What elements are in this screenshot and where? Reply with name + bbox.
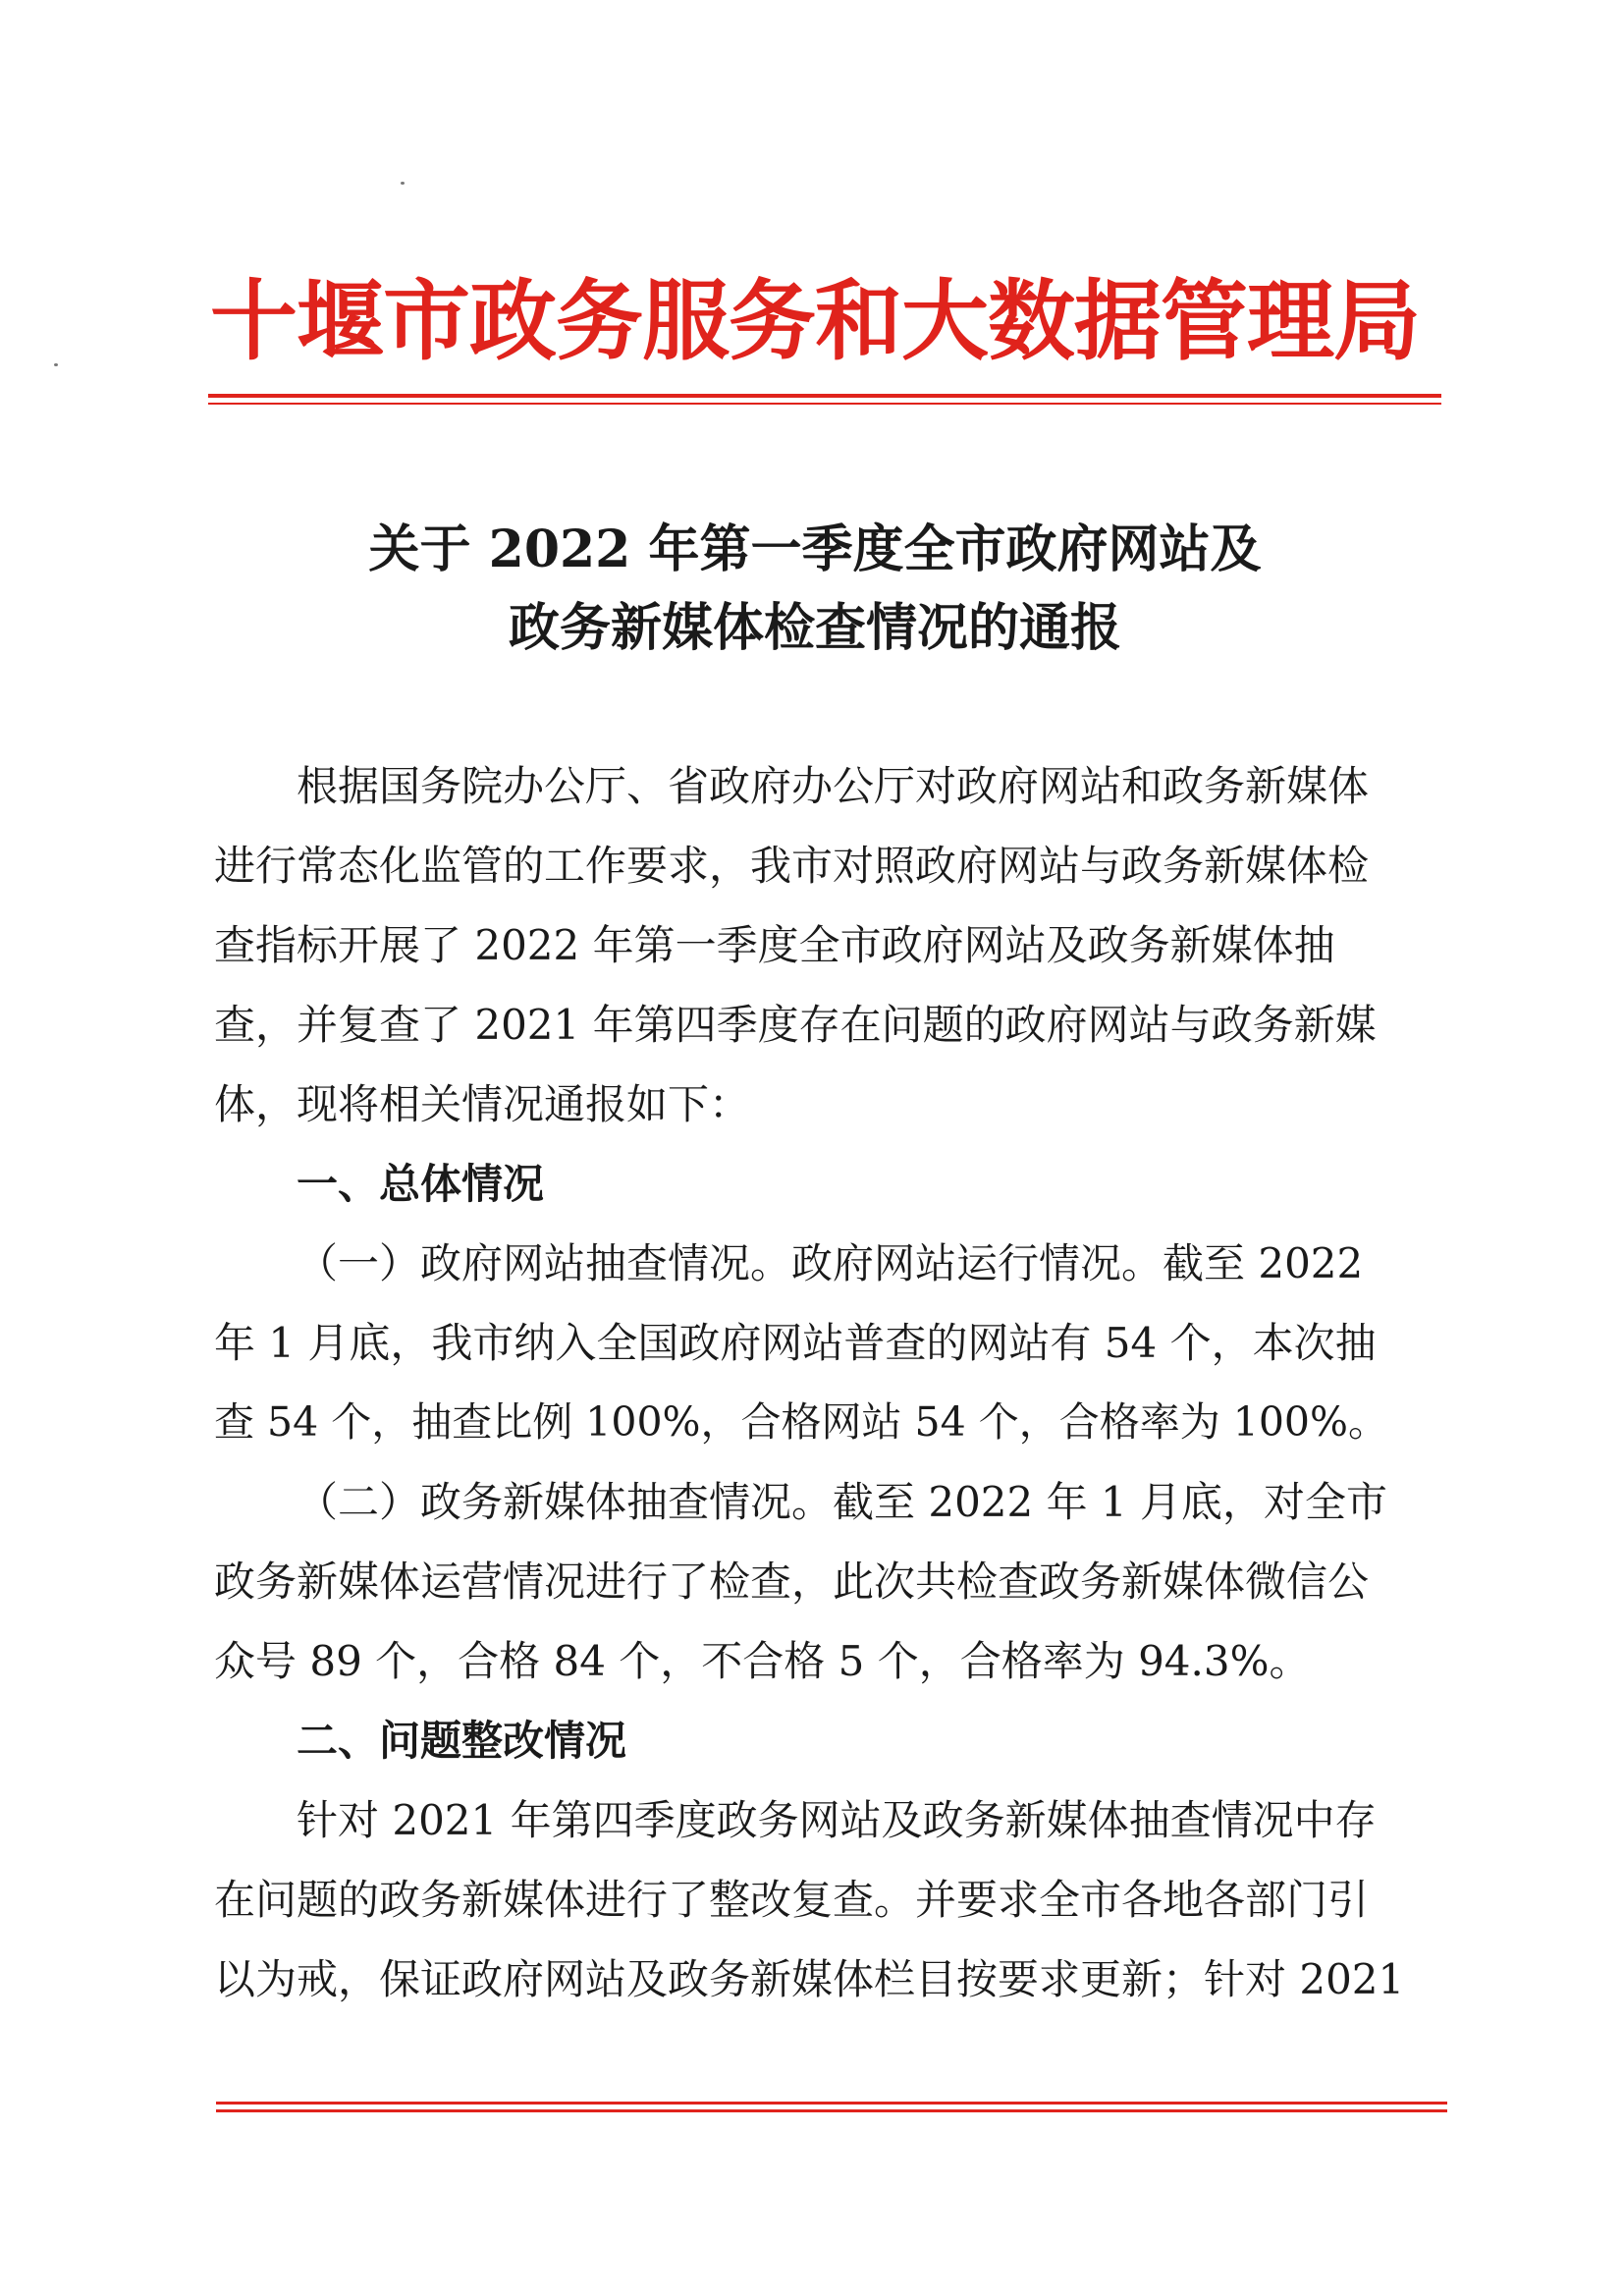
scan-speck [401,182,405,185]
sub1-line-3: 查 54 个，抽查比例 100%，合格网站 54 个，合格率为 100%。 [214,1398,1388,1446]
footer-rule-top [216,2102,1447,2105]
sub1-line-1: （一）政府网站抽查情况。政府网站运行情况。截至 2022 [297,1239,1364,1287]
scan-speck [54,363,58,366]
intro-line-4: 查，并复查了 2021 年第四季度存在问题的政府网站与政务新媒 [214,1001,1377,1049]
intro-line-5: 体，现将相关情况通报如下： [214,1080,751,1128]
letterhead-rule-top [208,394,1441,398]
sub1-line-2: 年 1 月底，我市纳入全国政府网站普查的网站有 54 个，本次抽 [214,1319,1377,1367]
letterhead-rule-bottom [208,403,1441,405]
sub2-line-2: 政务新媒体运营情况进行了检查，此次共检查政务新媒体微信公 [214,1558,1370,1606]
sec2-line-2: 在问题的政务新媒体进行了整改复查。并要求全市各地各部门引 [214,1876,1370,1924]
intro-line-3: 查指标开展了 2022 年第一季度全市政府网站及政务新媒体抽 [214,921,1335,969]
intro-line-1: 根据国务院办公厅、省政府办公厅对政府网站和政务新媒体 [297,762,1370,810]
sub2-line-1: （二）政务新媒体抽查情况。截至 2022 年 1 月底，对全市 [297,1478,1388,1526]
intro-line-2: 进行常态化监管的工作要求，我市对照政府网站与政务新媒体检 [214,842,1370,890]
sec2-line-3: 以为戒，保证政府网站及政务新媒体栏目按要求更新；针对 2021 [214,1955,1405,2003]
sec2-line-1: 针对 2021 年第四季度政务网站及政务新媒体抽查情况中存 [297,1796,1377,1844]
section-heading-rectification: 二、问题整改情况 [297,1717,627,1765]
letterhead-org-name: 十堰市政务服务和大数据管理局 [210,270,1420,372]
section-heading-overview: 一、总体情况 [297,1160,545,1208]
document-title-line-1: 关于 2022 年第一季度全市政府网站及 [368,519,1262,579]
document-title-line-2: 政务新媒体检查情况的通报 [508,598,1121,658]
sub2-line-3: 众号 89 个，合格 84 个，不合格 5 个，合格率为 94.3%。 [214,1637,1311,1685]
footer-rule-bottom [216,2109,1447,2112]
